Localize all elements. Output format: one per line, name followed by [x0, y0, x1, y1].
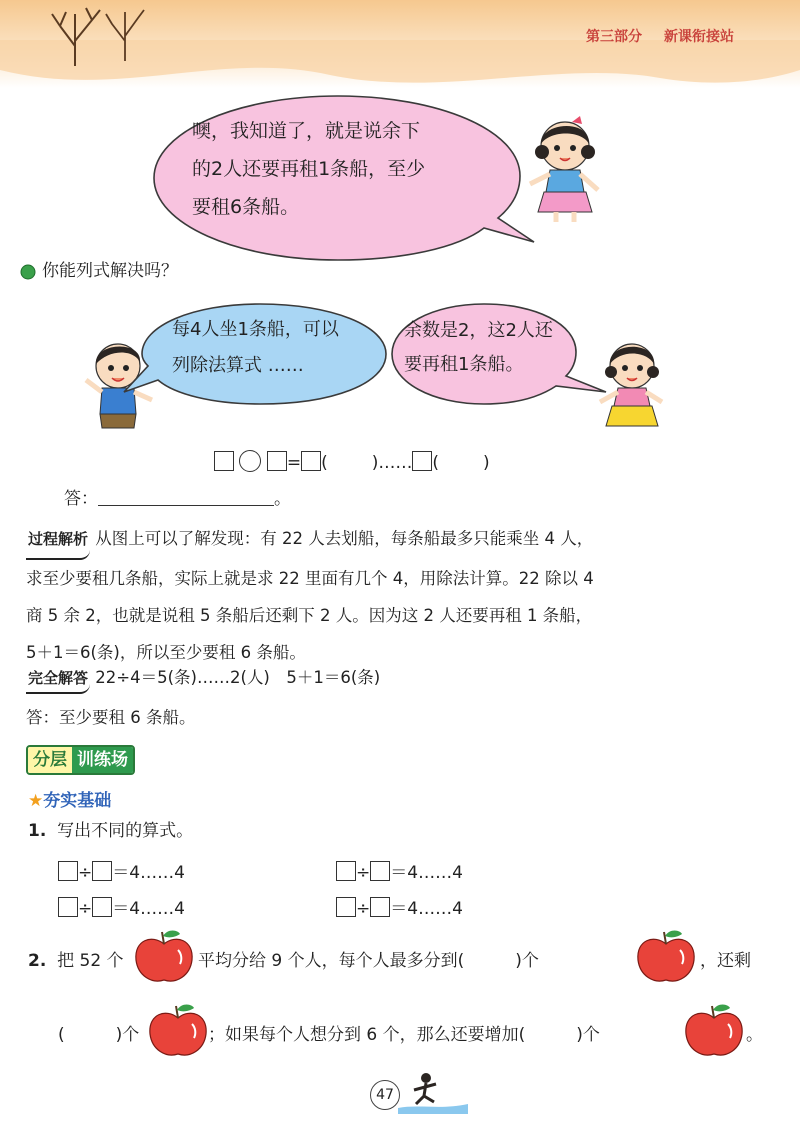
analysis-block — [26, 520, 594, 671]
blank-box[interactable] — [92, 861, 112, 881]
solution-block — [26, 664, 380, 732]
solution-label: 完全解答 — [26, 664, 90, 694]
question-2-line-1: 2. 把 52 个 — [28, 951, 124, 971]
blank-box[interactable] — [336, 897, 356, 917]
bare-tree-icon — [100, 6, 150, 61]
runner-decoration-icon — [398, 1070, 468, 1114]
speech-bubble-top-text: 噢，我知道了，就是说余下 的2人还要再租1条船，至少 要租6条船。 — [192, 120, 426, 218]
analysis-line: 从图上可以了解发现：有 22 人去划船，每条船最多只能乘坐 4 人， — [95, 529, 594, 548]
blank-box[interactable] — [370, 861, 390, 881]
q1-formula-row: ÷ ＝4……4 — [336, 894, 463, 919]
blank-box[interactable] — [92, 897, 112, 917]
training-section-title: 分层 训练场 — [26, 745, 135, 775]
girl-character-icon — [520, 112, 610, 224]
blank-box[interactable] — [370, 897, 390, 917]
question-1: 1. 写出不同的算式。 — [28, 821, 194, 841]
solution-formula: 22÷4＝5(条)……2(人) 5＋1＝6(条) — [95, 668, 381, 687]
blank-box[interactable] — [336, 861, 356, 881]
speech-bubble-boy-text: 每4人坐1条船，可以 列除法算式 …… — [172, 319, 339, 376]
blank-box[interactable] — [267, 451, 287, 471]
apple-icon — [682, 1002, 746, 1058]
header-section-label: 新课衔接站 — [664, 29, 734, 45]
q1-formula-row: ÷ ＝4……4 — [336, 858, 463, 883]
green-dot-icon — [20, 264, 36, 280]
question-2-line-1b: 平均分给 9 个人，每个人最多分到( )个 — [198, 951, 539, 971]
apple-icon — [634, 928, 698, 984]
q1-formula-row: ÷ ＝4……4 — [58, 894, 185, 919]
header-part-label: 第三部分 — [586, 29, 642, 45]
blank-box[interactable] — [58, 861, 78, 881]
question-number: 1. — [28, 821, 47, 841]
page-number: 47 — [370, 1080, 400, 1110]
question-2-line-1c: ，还剩 — [700, 951, 751, 971]
analysis-line: 5＋1＝6(条)，所以至少要租 6 条船。 — [26, 643, 306, 662]
analysis-line: 求至少要租几条船，实际上就是求 22 里面有几个 4，用除法计算。22 除以 4 — [26, 569, 594, 588]
speech-bubble-girl-text: 余数是2，这2人还 要再租1条船。 — [404, 320, 553, 375]
question-2-line-2c: 。 — [746, 1025, 763, 1045]
blank-box[interactable] — [412, 451, 432, 471]
basic-subtitle: ★夯实基础 — [28, 791, 112, 811]
question-number: 2. — [28, 951, 47, 971]
question-2-line-2a: ( )个 — [58, 1025, 140, 1045]
answer-blank-line[interactable] — [98, 505, 274, 506]
question-2-line-2b: ；如果每个人想分到 6 个，那么还要增加( )个 — [208, 1025, 600, 1045]
apple-icon — [132, 928, 196, 984]
blank-division-formula: = ( )…… ( ) — [214, 450, 490, 473]
q1-formula-row: ÷ ＝4……4 — [58, 858, 185, 883]
analysis-line: 商 5 余 2，也就是说租 5 条船后还剩下 2 人。因为这 2 人还要再租 1 条船， — [26, 606, 593, 625]
star-icon: ★ — [28, 791, 44, 811]
apple-icon — [146, 1002, 210, 1058]
blank-box[interactable] — [58, 897, 78, 917]
question-text: 你能列式解决吗？ — [42, 261, 178, 281]
blank-operator-circle[interactable] — [239, 450, 261, 472]
blank-box[interactable] — [301, 451, 321, 471]
solution-answer: 答：至少要租 6 条船。 — [26, 708, 196, 727]
girl-character-icon — [592, 336, 672, 436]
answer-blank-row: 答： 。 — [64, 489, 291, 509]
analysis-label: 过程解析 — [26, 521, 90, 560]
blank-box[interactable] — [214, 451, 234, 471]
